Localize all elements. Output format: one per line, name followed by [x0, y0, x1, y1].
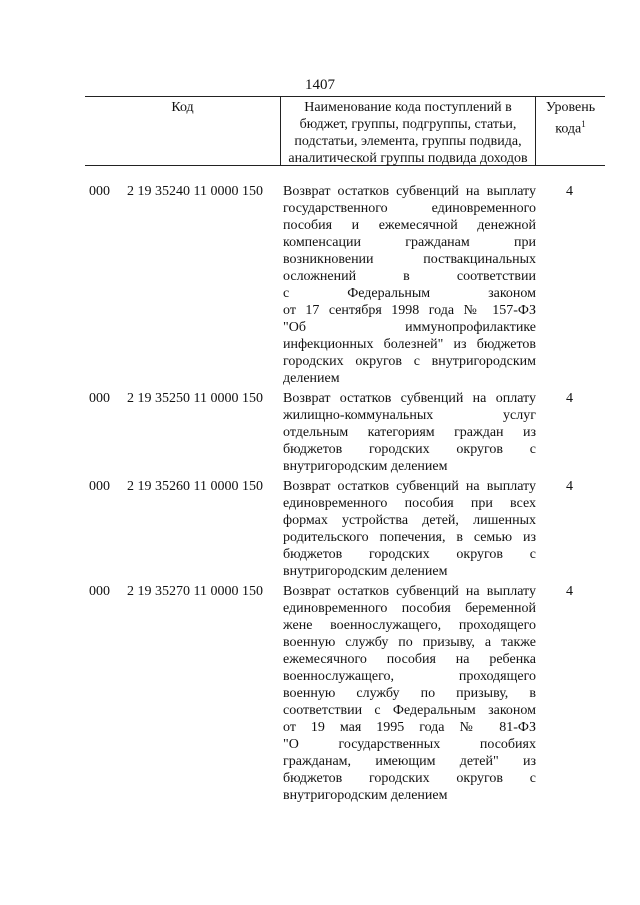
code-level: 4 [566, 391, 573, 406]
admin-code: 000 [89, 184, 110, 199]
description-line: ежемесячного пособия на ребенка [283, 652, 536, 667]
description-line: с Федеральным законом [283, 286, 536, 301]
table-header [85, 96, 605, 166]
header-level [536, 99, 605, 138]
description-line: отдельным категориям граждан из [283, 425, 536, 440]
admin-code: 000 [89, 584, 110, 599]
description-line: инфекционных болезней" из бюджетов [283, 337, 536, 352]
description-line: внутригородским делением [283, 564, 448, 579]
description-line: внутригородским делением [283, 459, 448, 474]
header-level-footnote: 1 [581, 119, 586, 129]
table-row [0, 390, 640, 475]
description-line: возникновении поствакцинальных [283, 252, 536, 267]
income-code: 2 19 35270 11 0000 150 [127, 584, 263, 599]
description-line: военную службу по призыву, в [283, 686, 536, 701]
table-body [0, 183, 640, 804]
description-line: единовременного пособия беременной [283, 601, 536, 616]
description-line: делением [283, 371, 340, 386]
description-line: внутригородским делением [283, 788, 448, 803]
description-line: военнослужащего, проходящего [283, 669, 536, 684]
description-line: гражданам, имеющим детей" из [283, 754, 536, 769]
description-line: компенсации гражданам при [283, 235, 536, 250]
description-line: единовременного пособия при всех [283, 496, 536, 511]
description-line: родительского попечения, в семью из [283, 530, 536, 545]
description-line: осложнений в соответствии [283, 269, 536, 284]
code-level: 4 [566, 479, 573, 494]
description-line: "О государственных пособиях [283, 737, 536, 752]
description-line: формах устройства детей, лишенных [283, 513, 536, 528]
description-line: "Об иммунопрофилактике [283, 320, 536, 335]
description-line: пособия и ежемесячной денежной [283, 218, 536, 233]
description-line: Возврат остатков субвенций на выплату [283, 479, 536, 494]
code-description [283, 583, 536, 804]
header-name: Наименование кода поступлений в бюджет, группы, подгруппы, статьи, подстатьи, элемента, группы подвида, аналитической группы подвида доходов [288, 100, 528, 166]
admin-code: 000 [89, 479, 110, 494]
description-line: от 19 мая 1995 года № 81-ФЗ [283, 720, 536, 735]
income-code: 2 19 35260 11 0000 150 [127, 479, 263, 494]
description-line: соответствии с Федеральным законом [283, 703, 536, 718]
description-line: государственного единовременного [283, 201, 536, 216]
code-level: 4 [566, 184, 573, 199]
code-description [283, 478, 536, 580]
description-line: бюджетов городских округов с [283, 547, 536, 562]
table-row [0, 183, 640, 387]
code-description [283, 390, 536, 475]
page-number: 1407 [305, 77, 335, 93]
description-line: Возврат остатков субвенций на оплату [283, 391, 536, 406]
description-line: Возврат остатков субвенций на выплату [283, 184, 536, 199]
description-line: бюджетов городских округов с [283, 771, 536, 786]
description-line: военную службу по призыву, а также [283, 635, 536, 650]
code-level: 4 [566, 584, 573, 599]
admin-code: 000 [89, 391, 110, 406]
table-row [0, 583, 640, 804]
description-line: жене военнослужащего, проходящего [283, 618, 536, 633]
header-code: Код [171, 100, 194, 115]
description-line: городских округов с внутригородским [283, 354, 536, 369]
table-row [0, 478, 640, 580]
description-line: бюджетов городских округов с [283, 442, 536, 457]
code-description [283, 183, 536, 387]
description-line: от 17 сентября 1998 года № 157-ФЗ [283, 303, 536, 318]
income-code: 2 19 35250 11 0000 150 [127, 391, 263, 406]
description-line: жилищно-коммунальных услуг [283, 408, 536, 423]
description-line: Возврат остатков субвенций на выплату [283, 584, 536, 599]
header-level-text: Уровень кода [545, 100, 596, 137]
income-code: 2 19 35240 11 0000 150 [127, 184, 263, 199]
